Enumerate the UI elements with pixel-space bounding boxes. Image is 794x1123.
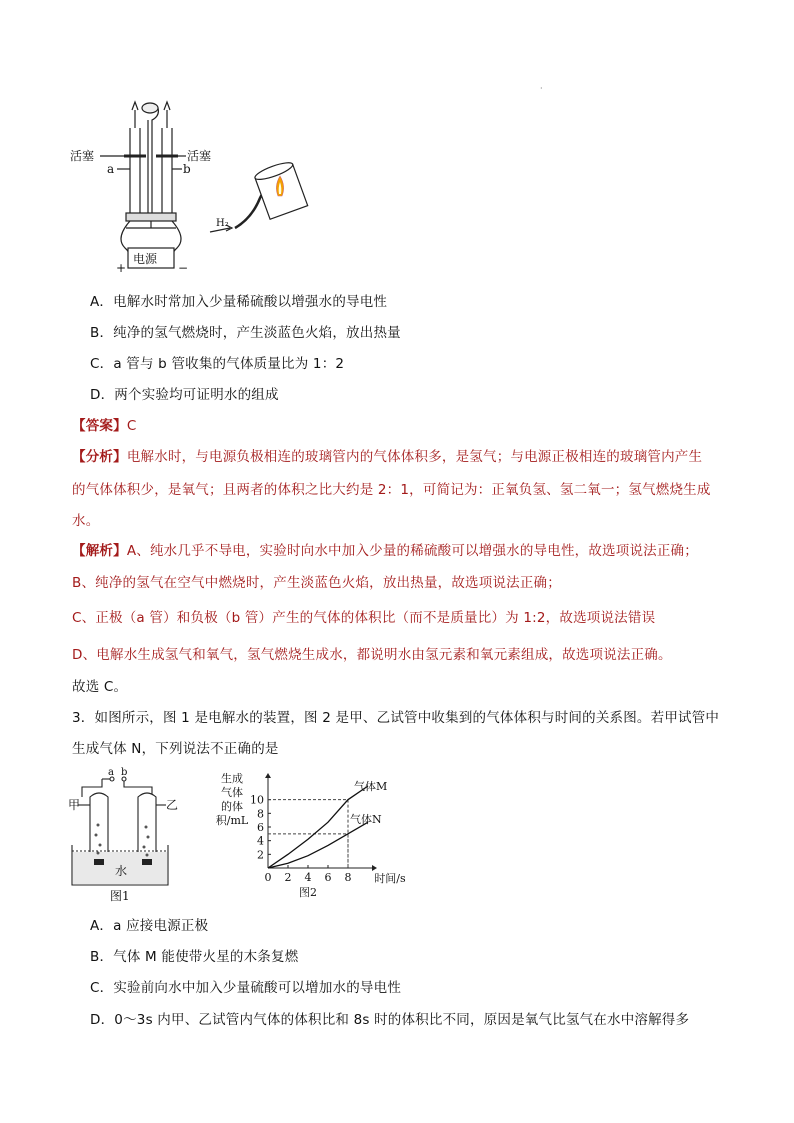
y-tick-label: 6 (257, 821, 264, 834)
explanation-conclusion: 故选 C。 (72, 679, 128, 695)
x-tick-label: 0 (264, 871, 272, 884)
y-axis-label-line: 的体 (221, 800, 243, 813)
q3-figure-1 (68, 765, 180, 905)
q3-figure-2-chart (196, 768, 406, 903)
x-tick-label: 2 (284, 871, 292, 884)
q2-option-b: B．纯净的氢气燃烧时，产生淡蓝色火焰，放出热量 (90, 325, 401, 341)
analysis-line-3: 水。 (72, 513, 100, 529)
plus-label: + (116, 261, 127, 275)
q3-option-c: C．实验前向水中加入少量硫酸可以增加水的导电性 (90, 980, 402, 996)
q2-option-a: A．电解水时常加入少量稀硫酸以增强水的导电性 (90, 294, 388, 310)
tube-a-label: a (107, 162, 115, 176)
terminal-a-label: a (108, 767, 114, 778)
q3-stem-line-1: 3．如图所示，图 1 是电解水的装置，图 2 是甲、乙试管中收集到的气体体积与时间的关系图。若甲试管中 (72, 710, 720, 726)
y-axis-label-line: 生成 (221, 772, 243, 785)
stray-mark: · (540, 84, 543, 93)
tube-b-label: b (183, 162, 191, 176)
series-line-n (268, 822, 368, 868)
figure-2-caption: 图2 (299, 886, 317, 899)
figure-1-caption: 图1 (110, 889, 130, 903)
y-tick-label: 8 (257, 807, 264, 821)
minus-label: − (178, 261, 189, 275)
series-label-n: 气体N (350, 812, 382, 826)
q3-option-a: A．a 应接电源正极 (90, 918, 209, 934)
answer-value: C (126, 418, 137, 434)
y-axis-label-line: 积/mL (215, 814, 249, 827)
series-line-m (268, 786, 368, 868)
x-tick-label: 8 (344, 871, 352, 884)
electrolysis-figure (70, 98, 330, 276)
series-label-m: 气体M (354, 780, 388, 794)
terminal-b-label: b (121, 767, 128, 778)
y-tick-label: 10 (250, 793, 264, 807)
explanation-text-a: A、纯水几乎不导电，实验时向水中加入少量的稀硫酸可以增强水的导电性，故选项说法正确； (126, 543, 698, 559)
analysis-line-1 (72, 445, 702, 465)
stopcock-left-label: 活塞 (70, 149, 95, 163)
x-axis-arrow (372, 865, 377, 871)
answer-label: 【答案】 (72, 418, 127, 434)
explanation-line-c: C、正极（a 管）和负极（b 管）产生的气体的体积比（而不是质量比）为 1:2，故选项说法错误 (72, 610, 656, 626)
analysis-label: 【分析】 (72, 449, 127, 465)
q3-stem-line-2: 生成气体 N，下列说法不正确的是 (72, 741, 279, 757)
x-axis-label: 时间/s (374, 872, 406, 885)
x-tick-label: 6 (324, 871, 332, 884)
explanation-line-d: D、电解水生成氢气和氧气，氢气燃烧生成水，都说明水由氢元素和氧元素组成，故选项说法正确。 (72, 647, 672, 663)
tube-yi-label: 乙 (166, 798, 179, 812)
explanation-line-a (72, 539, 698, 559)
x-tick-label: 4 (304, 871, 312, 884)
y-axis-label-line: 气体 (221, 786, 243, 799)
analysis-line-2: 的气体体积少，是氧气；且两者的体积之比大约是 2：1，可简记为：正氧负氢、氢二氧一；氢气燃烧生成 (72, 482, 711, 498)
q3-option-b: B．气体 M 能使带火星的木条复燃 (90, 949, 299, 965)
stopcock-right-label: 活塞 (187, 149, 212, 163)
power-label: 电源 (133, 252, 158, 266)
q3-option-d: D．0～3s 内甲、乙试管内气体的体积比和 8s 时的体积比不同，原因是氧气比氢气在水中溶解得多 (90, 1012, 690, 1028)
q2-option-c: C．a 管与 b 管收集的气体质量比为 1：2 (90, 356, 345, 372)
explanation-line-b: B、纯净的氢气在空气中燃烧时，产生淡蓝色火焰，放出热量，故选项说法正确； (72, 575, 561, 591)
y-tick-label: 4 (257, 834, 264, 848)
h2-label: H₂ (216, 218, 229, 229)
y-tick-label: 2 (257, 848, 264, 862)
water-label: 水 (115, 864, 128, 878)
answer-line (72, 414, 136, 434)
q2-option-d: D．两个实验均可证明水的组成 (90, 387, 279, 403)
tube-jia-label: 甲 (68, 798, 81, 812)
explanation-label: 【解析】 (72, 543, 127, 559)
analysis-text-1: 电解水时，与电源负极相连的玻璃管内的气体体积多，是氢气；与电源正极相连的玻璃管内产生 (126, 449, 703, 465)
y-axis-arrow (265, 773, 271, 778)
